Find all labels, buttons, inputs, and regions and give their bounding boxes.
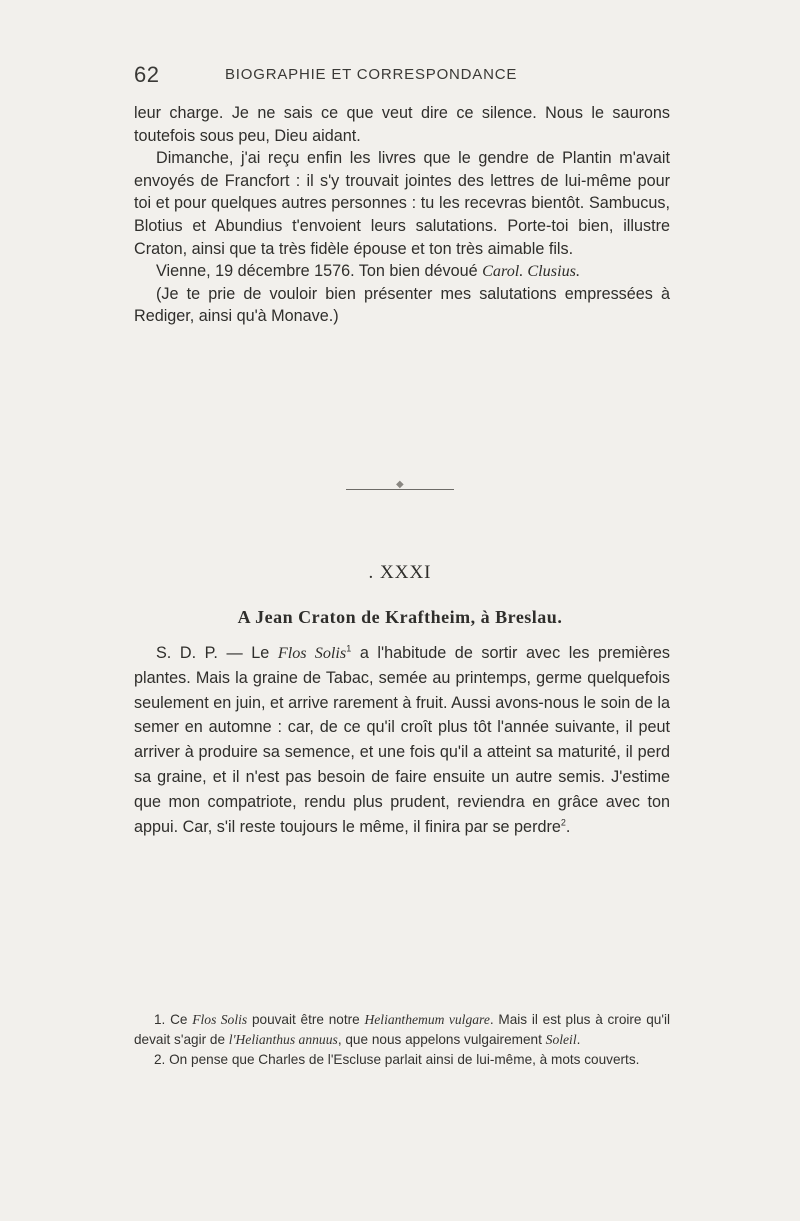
text-run: S. D. P. — Le bbox=[156, 644, 278, 662]
italic-term: l'Helianthus annuus bbox=[228, 1032, 338, 1047]
paragraph: leur charge. Je ne sais ce que veut dire ce silence. Nous le saurons toutefois sous peu, Dieu aidant. bbox=[134, 104, 670, 145]
ornament-mark: ◆ bbox=[396, 479, 404, 490]
text-run: . bbox=[565, 817, 571, 836]
date-line: Vienne, 19 décembre 1576. Ton bien dévoué bbox=[156, 262, 478, 281]
text-run: pouvait être notre bbox=[247, 1012, 365, 1027]
italic-term: Helianthemum vulgare bbox=[364, 1012, 490, 1027]
footnotes bbox=[134, 1010, 670, 1070]
page-header bbox=[0, 62, 800, 92]
italic-term: Flos Solis bbox=[277, 644, 347, 662]
text-run: . Mais il est plus à croire qu'il devait s'agir de bbox=[134, 1012, 670, 1047]
text-run: , que nous appelons vulgairement bbox=[337, 1032, 546, 1047]
date-signature-line bbox=[134, 260, 670, 283]
text-run: 1. Ce bbox=[154, 1012, 193, 1027]
text-run: a l'habitude de sortir avec les premières plantes. Mais la graine de Tabac, semée au printemps, germe quelquefois seulement en juin, et arrive rarement à fruit. Aussi avons-nous le soin de la semer en automne : car, de ce qu'il croît plus tôt l'année suivante, il peut arriver à produire sa semence, et une fois qu'il a atteint sa maturité, il perd sa graine, et il n'est pas besoin de faire ensuite un autre semis. J'estime que mon compatriote, rendu plus prudent, reviendra en grâce avec ton appui. Car, s'il reste toujours le même, il finira par se perdre bbox=[134, 644, 670, 836]
paragraph bbox=[134, 641, 670, 839]
footnote-1 bbox=[134, 1010, 670, 1050]
postscript: (Je te prie de vouloir bien présenter mes salutations empressées à Rediger, ainsi qu'à Monave.) bbox=[134, 284, 670, 326]
text-run: . bbox=[576, 1032, 581, 1047]
signature: Carol. Clusius. bbox=[482, 262, 581, 281]
previous-letter-body bbox=[134, 102, 670, 328]
footnote-ref: 2 bbox=[560, 817, 566, 828]
page-number: 62 bbox=[134, 62, 160, 87]
letter-number: . XXXI bbox=[368, 562, 432, 583]
running-head: BIOGRAPHIE ET CORRESPONDANCE bbox=[225, 66, 518, 83]
italic-term: Soleil bbox=[545, 1032, 577, 1047]
letter-body bbox=[134, 641, 670, 839]
letter-addressee: A Jean Craton de Kraftheim, à Breslau. bbox=[237, 607, 563, 627]
footnote-ref: 1 bbox=[346, 643, 352, 654]
paragraph: Dimanche, j'ai reçu enfin les livres que le gendre de Plantin m'avait envoyés de Francfort : il s'y trouvait jointes des lettres de lui-même pour toi et pour quelques autres personnes : tu les recevras bientôt. Sambucus, Blotius et Abundius t'envoient leurs salutations. Porte-toi bien, illustre Craton, ainsi que ta très fidèle épouse et ton très aimable fils. bbox=[134, 149, 670, 258]
footnote-2: 2. On pense que Charles de l'Escluse parlait ainsi de lui-même, à mots couverts. bbox=[154, 1052, 640, 1067]
italic-term: Flos Solis bbox=[192, 1012, 248, 1027]
